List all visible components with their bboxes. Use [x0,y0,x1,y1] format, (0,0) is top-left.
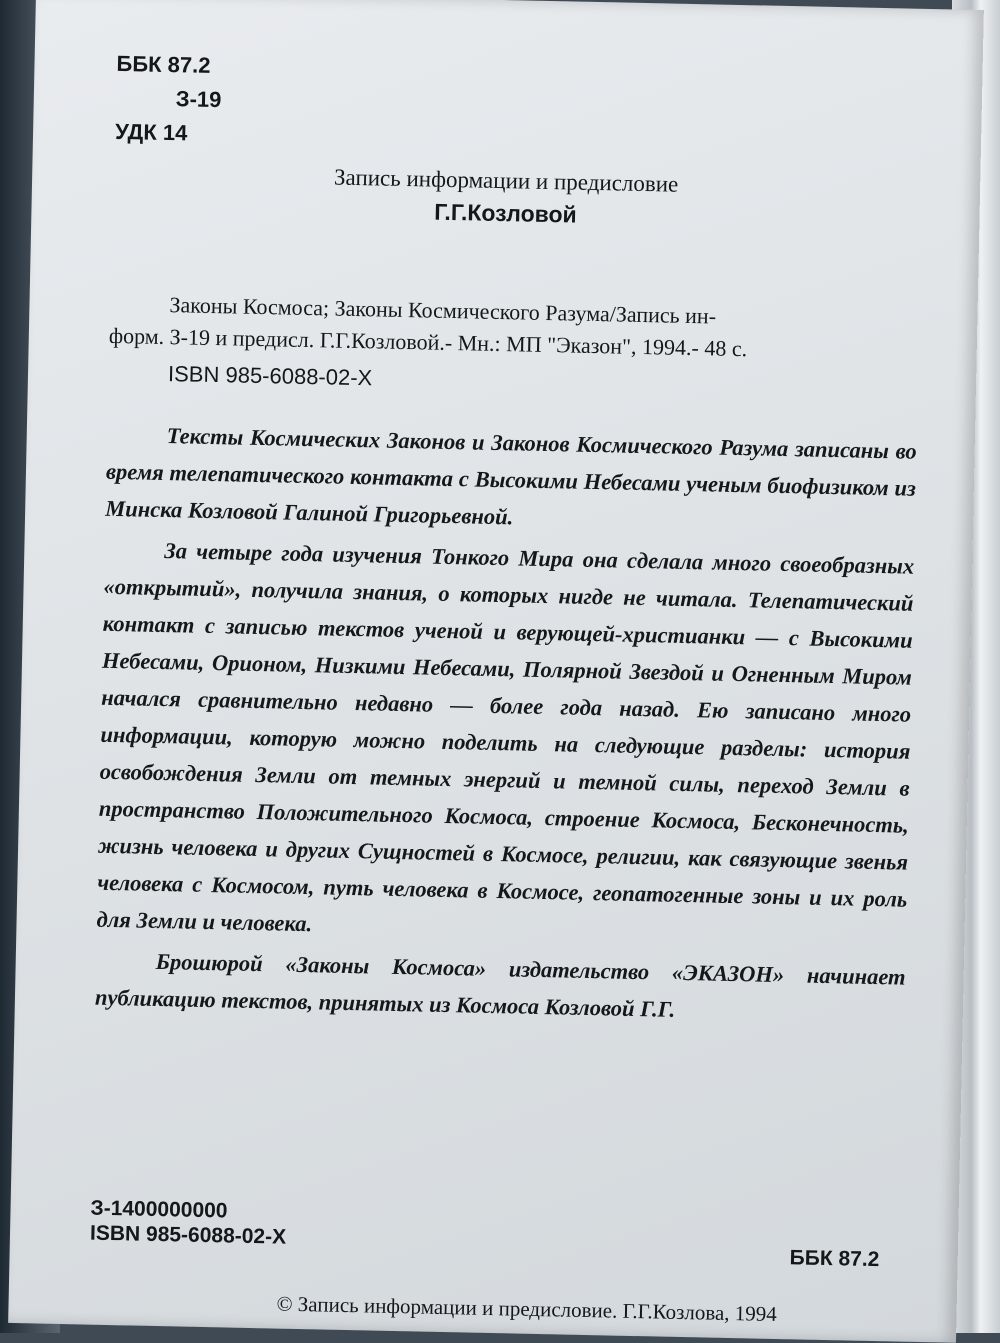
bbk-label: ББК 87.2 [116,50,211,78]
author-code: З-19 [175,86,222,113]
copyright-line: © Запись информации и предисловие. Г.Г.Козлова, 1994 [276,1291,778,1327]
udk-label: УДК 14 [114,118,188,146]
biblio-line-1: Законы Космоса; Законы Космического Разума/Запись ин- [169,292,717,329]
isbn-top: ISBN 985-6088-02-X [167,361,373,391]
biblio-line-2: форм. З-19 и предисл. Г.Г.Козловой.- Мн.: МП "Эказон", 1994.- 48 с. [108,322,748,362]
annotation-text [95,416,917,1037]
paragraph-3: Брошюрой «Законы Космоса» издательство «ЭКАЗОН» начинает публикацию текстов, принятых из Космоса Козловой Г.Г. [94,948,906,1022]
preface-line: Запись информации и предисловие [333,164,679,197]
footer-isbn: ISBN 985-6088-02-X [89,1221,287,1249]
bibliographic-record [109,288,910,369]
footer-bbk: ББК 87.2 [789,1246,880,1272]
classification-block [115,47,223,151]
paragraph-2: За четыре года изучения Тонкого Мира она сделала много своеобразных «открытий», получила знания, о которых нигде не читала. Телепатический контакт с записью текстов ученой и верующей-христианки — с Высокими Небесами, Орионом, Низкими Небесами, Полярной Звездой и Огненным Миром начался сравнительно недавно — более года назад. Ею записано много информации, которую можно поделить на следующие разделы: история освобождения Земли от темных энергий и темной силы, переход Земли в пространство Положительного Космоса, строение Космоса, Бесконечность, жизнь человека и других Сущностей в Космосе, религии, как связующие звенья человека с Космосом, путь человека в Космосе, геопатогенные зоны и их роль для Земли и человека. [96,538,915,937]
book-page [8,0,984,1343]
preface-author: Г.Г.Козловой [434,198,577,228]
paragraph-1: Тексты Космических Законов и Законов Космического Разума записаны во время телепатического контакта с Высокими Небесами ученым биофизиком из Минска Козловой Галиной Григорьевной. [104,423,917,530]
footer-code: З-1400000000 [90,1196,228,1223]
